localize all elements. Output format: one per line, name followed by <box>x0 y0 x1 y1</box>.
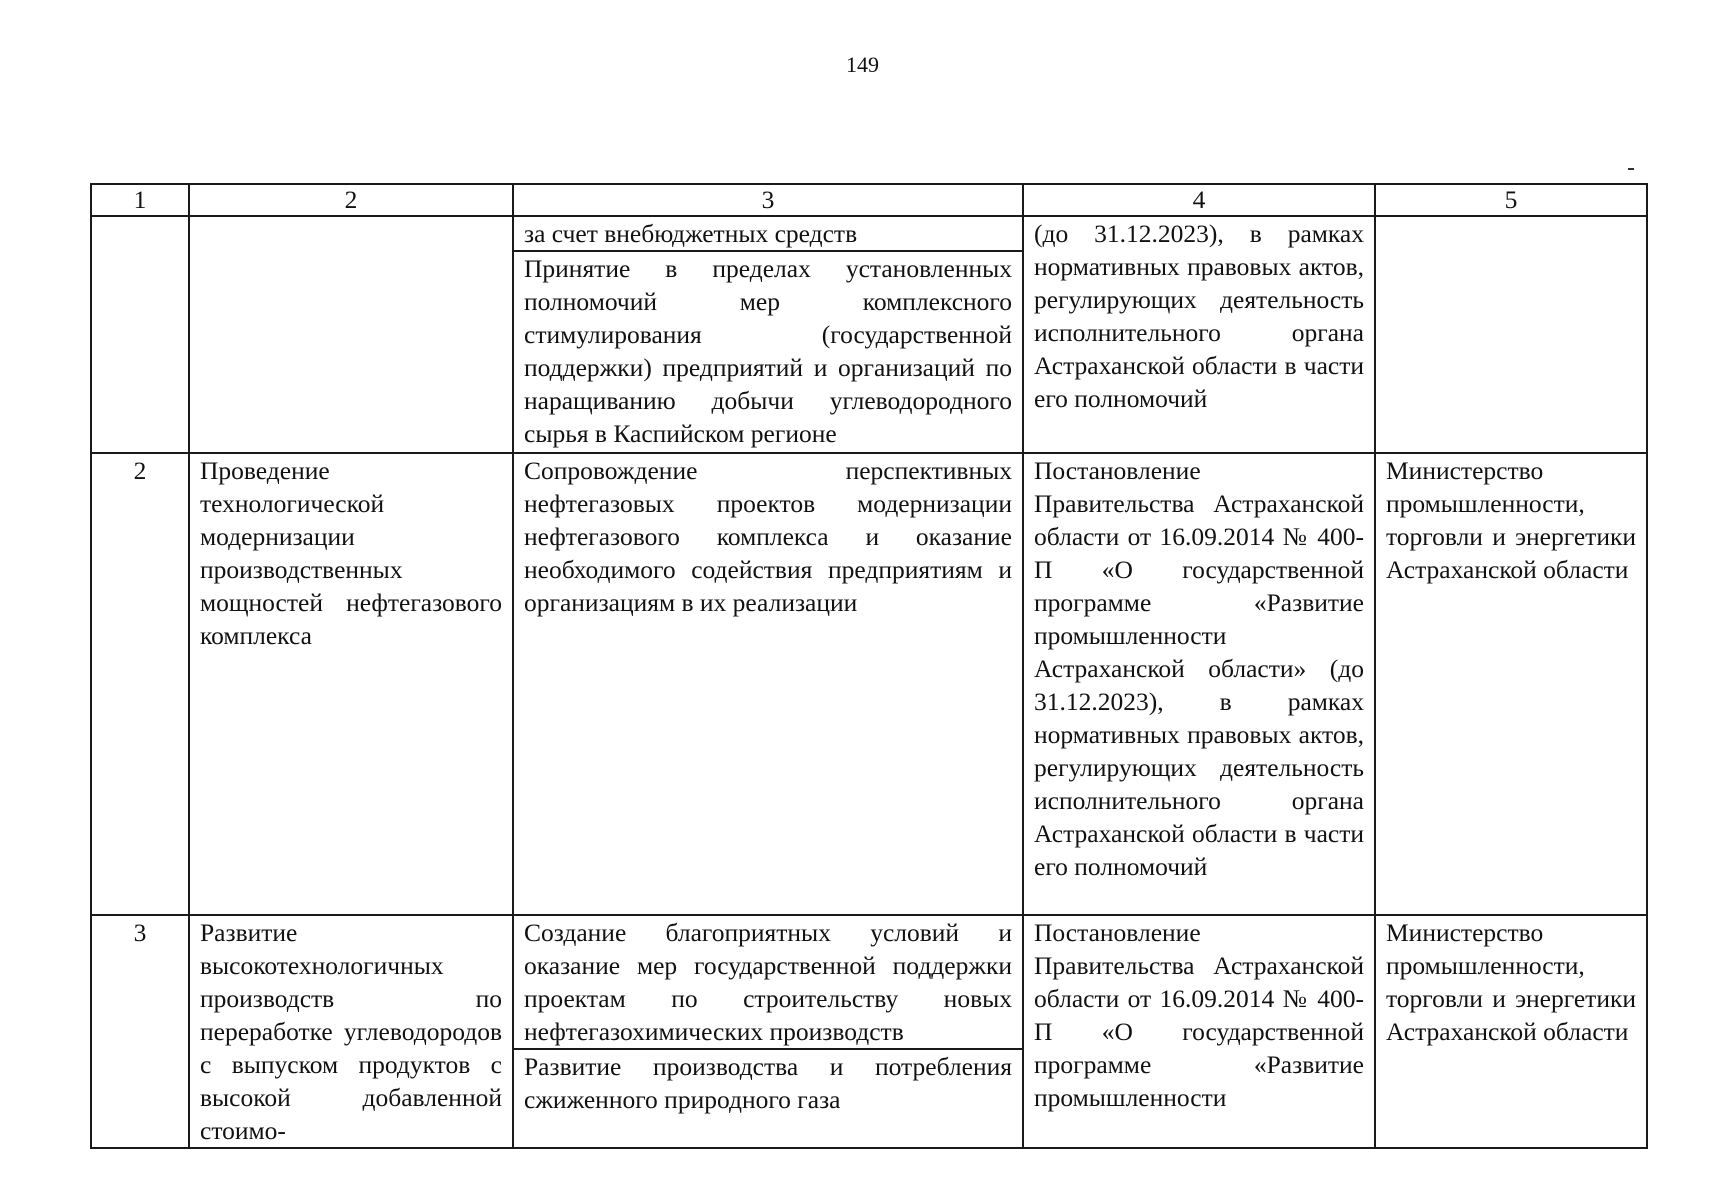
task-cell: Развитие высокотехнологичных производств по переработке углеводородов с выпуском продуктов с высокой добавленной стоимо- <box>189 915 513 1148</box>
column-header: 1 <box>91 184 189 216</box>
measure-item: Развитие производства и потребления сжиженного природного газа <box>514 1048 1022 1116</box>
legal-basis-cell: Постановление Правительства Астраханской области от 16.09.2014 № 400-П «О государственной программе «Развитие промышленности <box>1023 915 1375 1148</box>
legal-basis-cell: Постановление Правительства Астраханской области от 16.09.2014 № 400-П «О государственной программе «Развитие промышленности Астраханской области» (до 31.12.2023), в рамках нормативных правовых актов, регулирующих деятельность исполнительного органа Астраханской области в части его полномочий <box>1023 453 1375 915</box>
measure-item: Сопровождение перспективных нефтегазовых проектов модернизации нефтегазового комплекса и оказание необходимого содействия предприятиям и организациям в их реализации <box>524 456 1012 617</box>
task-cell <box>189 216 513 453</box>
measure-item: за счет внебюджетных средств <box>524 219 858 248</box>
column-header: 4 <box>1023 184 1375 216</box>
responsible-cell: Министерство промышленности, торговли и энергетики Астраханской области <box>1375 915 1647 1148</box>
measures-table <box>90 183 1648 1149</box>
responsible-cell: Министерство промышленности, торговли и энергетики Астраханской области <box>1375 453 1647 915</box>
column-header: 5 <box>1375 184 1647 216</box>
task-cell: Проведение технологической модернизации производственных мощностей нефтегазового комплекса <box>189 453 513 915</box>
measures-cell <box>513 453 1023 915</box>
legal-basis-cell: (до 31.12.2023), в рамках нормативных правовых актов, регулирующих деятельность исполнительного органа Астраханской области в части его полномочий <box>1023 216 1375 453</box>
measure-item: Принятие в пределах установленных полномочий мер комплексного стимулирования (государственной поддержки) предприятий и организаций по наращиванию добычи углеводородного сырья в Каспийском регионе <box>514 250 1022 450</box>
table-row <box>91 216 1647 453</box>
responsible-cell <box>1375 216 1647 453</box>
page-number: 149 <box>846 52 879 77</box>
table-header-row <box>91 184 1647 216</box>
measures-cell <box>513 915 1023 1148</box>
column-header: 2 <box>189 184 513 216</box>
row-number: 3 <box>91 915 189 1148</box>
measures-cell <box>513 216 1023 453</box>
row-number <box>91 216 189 453</box>
measure-item: Создание благоприятных условий и оказание мер государственной поддержки проектам по строительству новых нефтегазохимических производств <box>524 918 1012 1046</box>
column-header: 3 <box>513 184 1023 216</box>
scan-mark <box>1628 168 1634 170</box>
table-row <box>91 453 1647 915</box>
row-number: 2 <box>91 453 189 915</box>
table-row <box>91 915 1647 1148</box>
